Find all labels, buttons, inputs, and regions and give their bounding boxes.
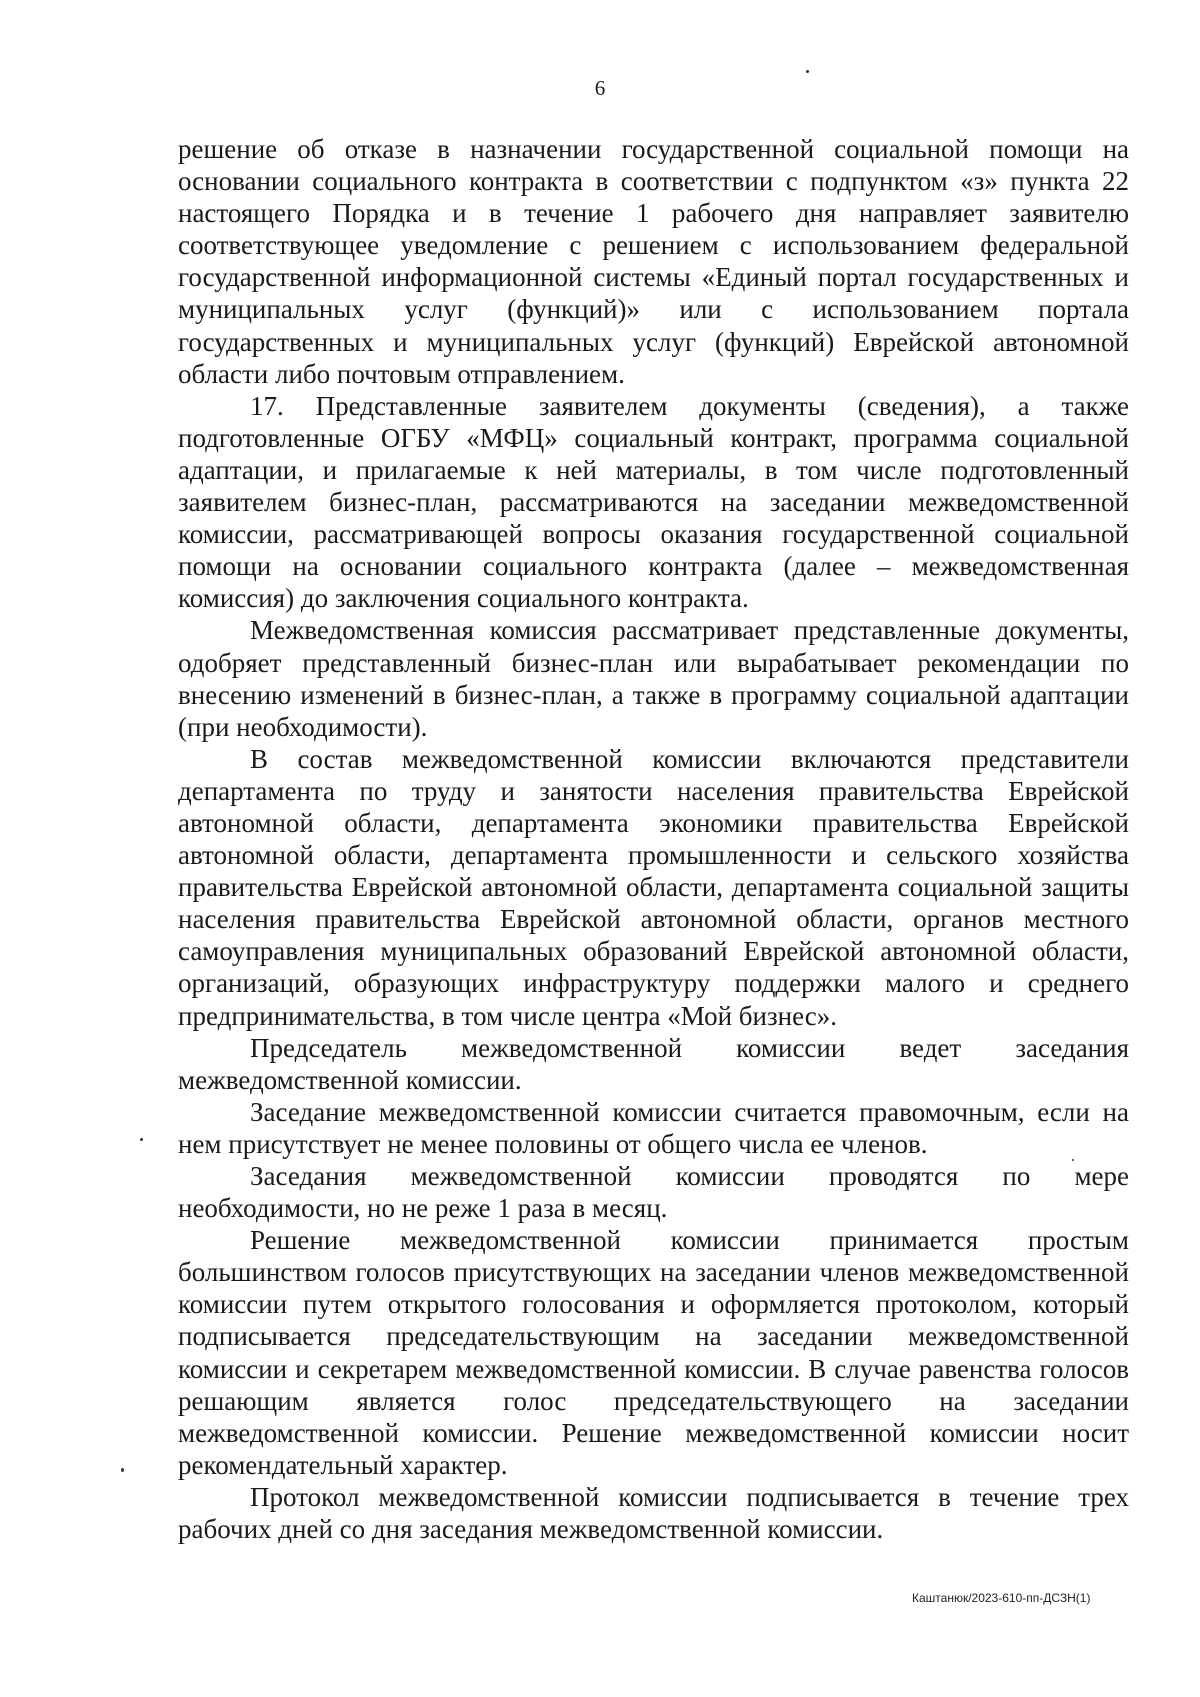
- paragraph-protocol: Протокол межведомственной комиссии подписывается в течение трех рабочих дней со дня заседания межведомственной комиссии.: [178, 1481, 1129, 1545]
- paragraph-meeting-frequency: Заседания межведомственной комиссии проводятся по мере необходимости, но не реже 1 раза в месяц.: [178, 1161, 1129, 1224]
- paragraph-item-17: 17. Представленные заявителем документы (сведения), а также подготовленные ОГБУ «МФЦ» социальный контракт, программа социальной адаптации, и прилагаемые к ней материалы, в том числе подготовленный заявителем бизнес-план, рассматриваются на заседании межведомственной комиссии, рассматривающей вопросы оказания государственной социальной помощи на основании социального контракта (далее – межведомственная комиссия) до заключения социального контракта.: [178, 390, 1129, 614]
- scan-speck: [121, 1468, 124, 1472]
- document-reference-code: Каштанюк/2023-610-пп-ДСЗН(1): [912, 1591, 1091, 1605]
- scan-speck: [140, 1138, 143, 1141]
- paragraph-decision-refusal: решение об отказе в назначении государственной социальной помощи на основании социального контракта в соответствии с подпунктом «з» пункта 22 настоящего Порядка и в течение 1 рабочего дня направляет заявителю соответствующее уведомление с решением с использованием федеральной государственной информационной системы «Единый портал государственных и муниципальных услуг (функций)» или с использованием портала государственных и муниципальных услуг (функций) Еврейской автономной области либо почтовым отправлением.: [178, 134, 1129, 389]
- paragraph-chairman: Председатель межведомственной комиссии ведет заседания межведомственной комиссии.: [178, 1032, 1129, 1095]
- scan-speck: [1072, 1159, 1074, 1161]
- page-number: 6: [594, 76, 606, 100]
- paragraph-voting: Решение межведомственной комиссии принимается простым большинством голосов присутствующих на заседании членов межведомственной комиссии путем открытого голосования и оформляется протоколом, который подписывается председательствующим на заседании межведомственной комиссии и секретарем межведомственной комиссии. В случае равенства голосов решающим является голос председательствующего на заседании межведомственной комиссии. Решение межведомственной комиссии носит рекомендательный характер.: [178, 1225, 1129, 1480]
- document-body: [178, 133, 1129, 1545]
- paragraph-quorum: Заседание межведомственной комиссии считается правомочным, если на нем присутствует не менее половины от общего числа ее членов.: [178, 1096, 1129, 1159]
- scan-speck: [806, 70, 809, 73]
- paragraph-commission-review: Межведомственная комиссия рассматривает представленные документы, одобряет представленный бизнес-план или вырабатывает рекомендации по внесению изменений в бизнес-план, а также в программу социальной адаптации (при необходимости).: [178, 615, 1129, 742]
- paragraph-commission-members: В состав межведомственной комиссии включаются представители департамента по труду и занятости населения правительства Еврейской автономной области, департамента экономики правительства Еврейской автономной области, департамента промышленности и сельского хозяйства правительства Еврейской автономной области, департамента социальной защиты населения правительства Еврейской автономной области, органов местного самоуправления муниципальных образований Еврейской автономной области, организаций, образующих инфраструктуру поддержки малого и среднего предпринимательства, в том числе центра «Мой бизнес».: [178, 743, 1129, 1031]
